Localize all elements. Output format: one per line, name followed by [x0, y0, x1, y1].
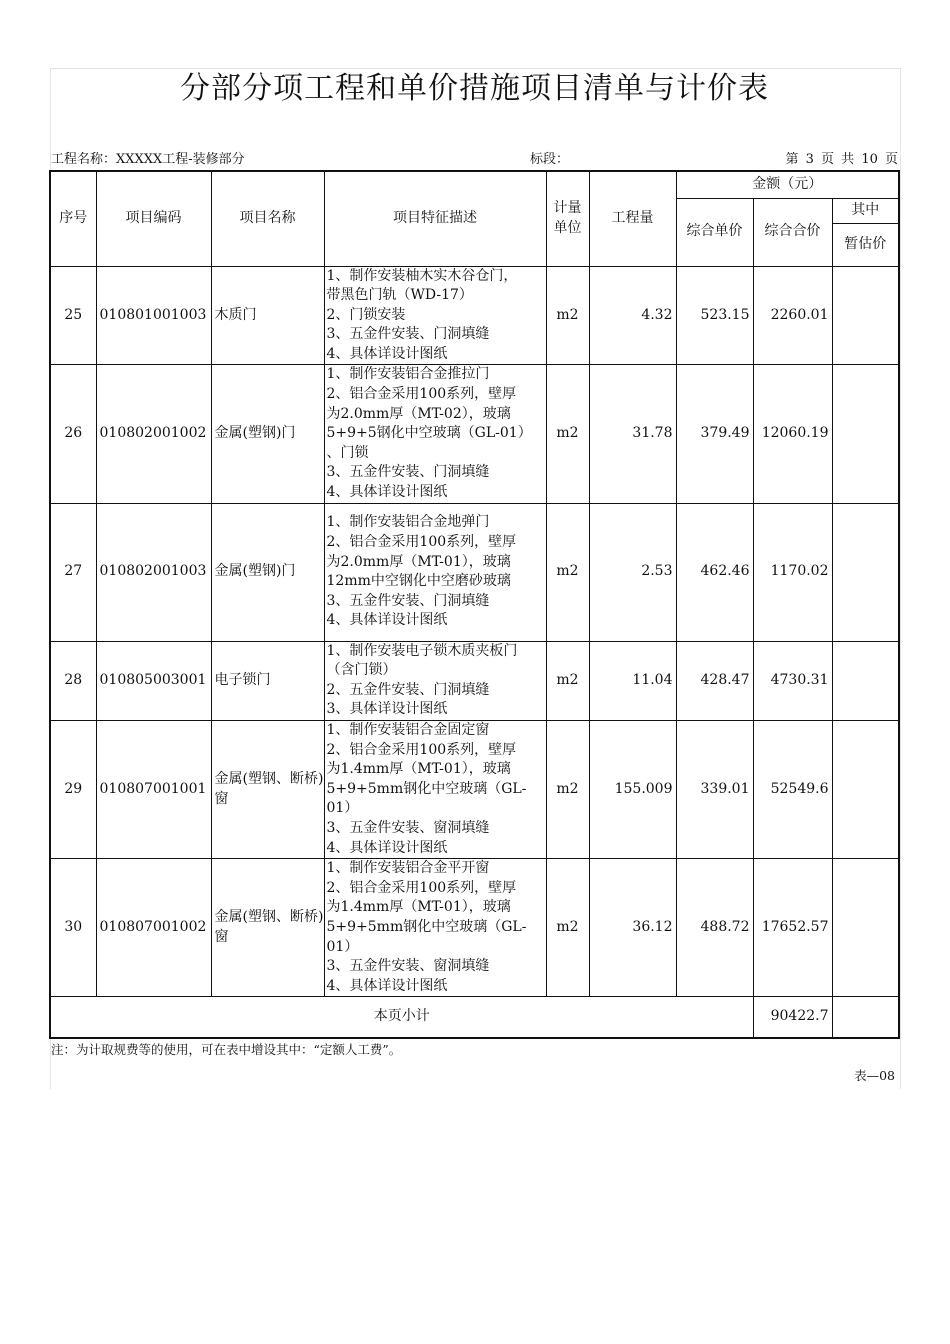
header-provisional: 暂估价 — [832, 223, 899, 266]
cell-unit-price: 339.01 — [676, 721, 753, 859]
description-line: 2、门锁安装 — [326, 306, 406, 323]
description-line: 1、制作安装铝合金固定窗 — [326, 722, 490, 738]
cell-seq: 29 — [50, 721, 96, 859]
description-line: 为2.0mm厚（MT-01），玻璃 — [326, 553, 511, 570]
cell-code: 010805003001 — [96, 641, 211, 720]
description-line: 、门锁 — [326, 444, 369, 461]
description-line: 4、具体详设计图纸 — [326, 612, 448, 629]
cell-quantity: 31.78 — [589, 365, 676, 503]
cell-name: 金属(塑钢)门 — [211, 365, 324, 503]
header-unit-price: 综合单价 — [676, 198, 753, 266]
subtotal-label: 本页小计 — [50, 997, 753, 1038]
project-name: 工程名称：XXXXX工程-装修部分 — [51, 152, 245, 167]
description-line: 2、铝合金采用100系列，壁厚 — [326, 533, 517, 550]
subtotal-row — [50, 997, 899, 1038]
cell-unit: m2 — [546, 503, 589, 641]
description-line: 1、制作安装铝合金地弹门 — [326, 514, 490, 531]
cell-quantity: 155.009 — [589, 721, 676, 859]
cell-unit: m2 — [546, 859, 589, 997]
cell-total-price: 2260.01 — [753, 266, 832, 365]
description-line: 12mm中空钢化中空磨砂玻璃 — [326, 573, 511, 590]
description-line: 4、具体详设计图纸 — [326, 484, 448, 501]
cell-total-price: 1170.02 — [753, 503, 832, 641]
footnote: 注：为计取规费等的使用，可在表中增设其中：“定额人工费”。 — [51, 1042, 402, 1057]
table-row — [50, 641, 899, 720]
cell-description — [324, 503, 546, 641]
cell-unit: m2 — [546, 641, 589, 720]
cell-quantity: 4.32 — [589, 266, 676, 365]
cell-quantity: 36.12 — [589, 859, 676, 997]
cell-provisional — [832, 503, 899, 641]
header-unit-line1: 计量 — [553, 200, 582, 217]
cell-seq: 30 — [50, 859, 96, 997]
cell-name: 金属(塑钢)门 — [211, 503, 324, 641]
description-line: 2、铝合金采用100系列，壁厚 — [326, 741, 517, 758]
cell-quantity: 2.53 — [589, 503, 676, 641]
cell-quantity: 11.04 — [589, 641, 676, 720]
table-row — [50, 859, 899, 997]
description-line: 3、具体详设计图纸 — [326, 701, 448, 718]
description-line: 5+9+5mm钢化中空玻璃（GL- — [326, 780, 527, 797]
cell-unit-price: 523.15 — [676, 266, 753, 365]
cell-unit: m2 — [546, 721, 589, 859]
description-line: 3、五金件安装、门洞填缝 — [326, 464, 490, 481]
page-info: 第 3 页 共 10 页 — [785, 152, 898, 167]
header-of-which: 其中 — [832, 198, 899, 223]
cell-unit-price: 428.47 — [676, 641, 753, 720]
description-line: 为2.0mm厚（MT-02），玻璃 — [326, 405, 511, 422]
header-description: 项目特征描述 — [324, 171, 546, 266]
header-code: 项目编码 — [96, 171, 211, 266]
cell-unit-price: 462.46 — [676, 503, 753, 641]
cell-description — [324, 641, 546, 720]
cell-provisional — [832, 859, 899, 997]
cell-unit-price: 488.72 — [676, 859, 753, 997]
description-line: 01） — [326, 800, 359, 817]
description-line: 2、五金件安装、门洞填缝 — [326, 681, 490, 698]
cell-description — [324, 365, 546, 503]
description-line: 5+9+5mm钢化中空玻璃（GL- — [326, 918, 527, 935]
description-line: 1、制作安装柚木实木谷仓门， — [326, 267, 518, 284]
cell-unit: m2 — [546, 365, 589, 503]
cell-total-price: 4730.31 — [753, 641, 832, 720]
description-line: 带黑色门轨（WD-17） — [326, 287, 473, 304]
cell-description — [324, 266, 546, 365]
cell-name: 金属(塑钢、断桥)窗 — [211, 859, 324, 997]
cell-name: 金属(塑钢、断桥)窗 — [211, 721, 324, 859]
description-line: 2、铝合金采用100系列，壁厚 — [326, 879, 517, 896]
cell-total-price: 52549.6 — [753, 721, 832, 859]
page-title: 分部分项工程和单价措施项目清单与计价表 — [180, 71, 769, 106]
section-label: 标段： — [530, 152, 570, 167]
cell-unit-price: 379.49 — [676, 365, 753, 503]
cell-total-price: 12060.19 — [753, 365, 832, 503]
description-line: 4、具体详设计图纸 — [326, 839, 448, 856]
cell-code: 010801001003 — [96, 266, 211, 365]
cell-seq: 25 — [50, 266, 96, 365]
cell-total-price: 17652.57 — [753, 859, 832, 997]
cell-code: 010802001003 — [96, 503, 211, 641]
cell-provisional — [832, 365, 899, 503]
description-line: 3、五金件安装、窗洞填缝 — [326, 958, 490, 975]
description-line: 为1.4mm厚（MT-01），玻璃 — [326, 899, 511, 916]
description-line: 3、五金件安装、门洞填缝 — [326, 326, 490, 343]
header-seq: 序号 — [50, 171, 96, 266]
table-row — [50, 365, 899, 503]
header-amount: 金额（元） — [676, 171, 899, 198]
description-line: 3、五金件安装、门洞填缝 — [326, 592, 490, 609]
subtotal-provisional — [832, 997, 899, 1038]
header-quantity: 工程量 — [589, 171, 676, 266]
description-line: 为1.4mm厚（MT-01），玻璃 — [326, 761, 511, 778]
cell-code: 010807001002 — [96, 859, 211, 997]
description-line: 01） — [326, 938, 359, 955]
description-line: 4、具体详设计图纸 — [326, 345, 448, 362]
cell-code: 010802001002 — [96, 365, 211, 503]
cell-provisional — [832, 641, 899, 720]
description-line: 3、五金件安装、窗洞填缝 — [326, 819, 490, 836]
cell-unit: m2 — [546, 266, 589, 365]
description-line: 1、制作安装电子锁木质夹板门 — [326, 642, 518, 659]
cell-provisional — [832, 721, 899, 859]
description-line: 2、铝合金采用100系列，壁厚 — [326, 386, 517, 403]
table-row — [50, 266, 899, 365]
cell-code: 010807001001 — [96, 721, 211, 859]
subtotal-total-price: 90422.7 — [753, 997, 832, 1038]
description-line: 5+9+5钢化中空玻璃（GL-01） — [326, 425, 532, 442]
header-unit — [546, 171, 589, 266]
cell-provisional — [832, 266, 899, 365]
form-id: 表—08 — [854, 1068, 895, 1083]
cell-name: 电子锁门 — [211, 641, 324, 720]
header-unit-line2: 单位 — [553, 219, 582, 236]
description-line: 1、制作安装铝合金平开窗 — [326, 860, 490, 877]
header-total-price: 综合合价 — [753, 198, 832, 266]
bill-table — [49, 170, 900, 1039]
cell-seq: 28 — [50, 641, 96, 720]
table-row — [50, 721, 899, 859]
description-line: 4、具体详设计图纸 — [326, 977, 448, 994]
cell-description — [324, 721, 546, 859]
description-line: （含门锁） — [326, 662, 397, 679]
cell-description — [324, 859, 546, 997]
cell-seq: 27 — [50, 503, 96, 641]
cell-name: 木质门 — [211, 266, 324, 365]
cell-seq: 26 — [50, 365, 96, 503]
description-line: 1、制作安装铝合金推拉门 — [326, 366, 490, 383]
header-name: 项目名称 — [211, 171, 324, 266]
table-row — [50, 503, 899, 641]
